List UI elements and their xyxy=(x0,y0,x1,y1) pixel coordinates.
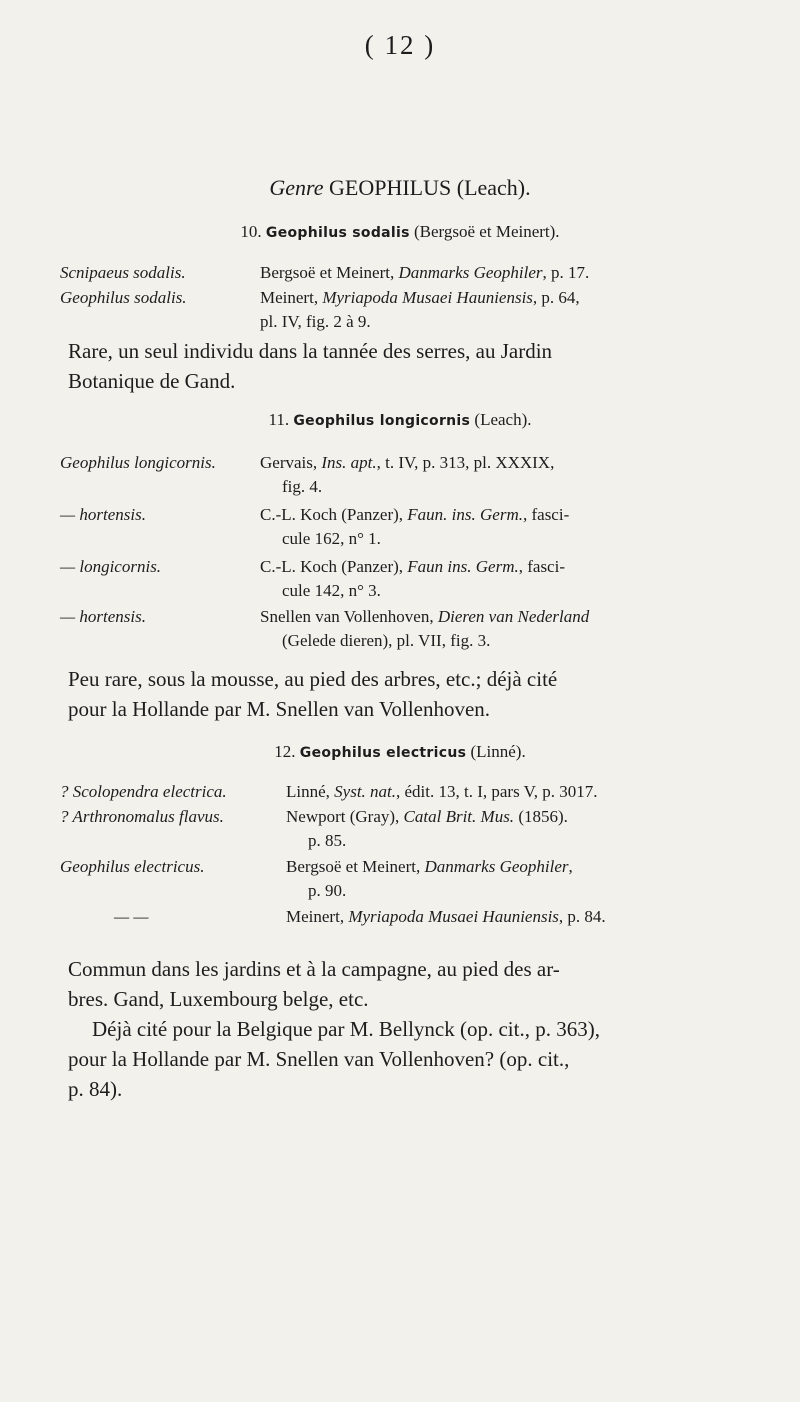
synonym-reference-continued: pl. IV, fig. 2 à 9. xyxy=(260,312,371,331)
species-remark: Rare, un seul individu dans la tannée des serres, au Jardin Botanique de Gand. xyxy=(68,339,553,393)
synonym-name: ? Arthronomalus flavus. xyxy=(60,807,224,826)
page-number: ( 12 ) xyxy=(364,30,436,60)
synonym-reference: Bergsoë et Meinert, Danmarks Geophiler, xyxy=(286,857,573,876)
species-number: 11. xyxy=(268,410,290,429)
genus-author: (Leach). xyxy=(456,175,531,200)
species-heading xyxy=(0,742,800,762)
synonym-name: Geophilus longicornis. xyxy=(60,453,216,472)
genus-heading xyxy=(0,175,800,201)
species-remark: Commun dans les jardins et à la campagne, au pied des ar- bres. Gand, Luxembourg belge, etc. Déjà cité pour la Belgique par M. Bellynck (op. cit., p. 363), pour la Hollande par M. Snellen van Vollenhoven? (op. cit., p. 84). xyxy=(68,957,600,1101)
genus-label: Genre xyxy=(269,175,324,200)
synonym-reference: Snellen van Vollenhoven, Dieren van Nederland xyxy=(260,607,590,626)
synonym-reference-continued: cule 162, n° 1. xyxy=(282,529,381,548)
species-number: 12. xyxy=(274,742,296,761)
species-author: (Bergsoë et Meinert). xyxy=(414,222,560,241)
species-author: (Leach). xyxy=(474,410,532,429)
synonym-reference: Linné, Syst. nat., édit. 13, t. I, pars V, p. 3017. xyxy=(286,782,598,801)
synonym-reference: C.-L. Koch (Panzer), Faun. ins. Germ., fasci- xyxy=(260,505,570,524)
synonym-reference-continued: cule 142, n° 3. xyxy=(282,581,381,600)
synonym-reference-continued: p. 85. xyxy=(308,831,347,850)
synonym-reference-continued: (Gelede dieren), pl. VII, fig. 3. xyxy=(282,631,491,650)
synonym-reference-continued: p. 90. xyxy=(308,881,347,900)
species-name: Geophilus electricus xyxy=(299,745,467,761)
species-name: Geophilus longicornis xyxy=(293,413,471,429)
synonym-name: — longicornis. xyxy=(60,557,162,576)
species-remark: Peu rare, sous la mousse, au pied des arbres, etc.; déjà cité pour la Hollande par M. Snellen van Vollenhoven. xyxy=(68,667,558,721)
synonym-name: Scnipaeus sodalis. xyxy=(60,263,186,282)
synonym-name: ? Scolopendra electrica. xyxy=(60,782,227,801)
species-heading xyxy=(0,410,800,430)
synonym-name: — — xyxy=(114,907,149,926)
synonym-reference: Newport (Gray), Catal Brit. Mus. (1856). xyxy=(286,807,568,826)
genus-name: GEOPHILUS xyxy=(329,175,452,200)
species-author: (Linné). xyxy=(470,742,526,761)
synonym-name: — hortensis. xyxy=(60,505,146,524)
synonym-reference: Meinert, Myriapoda Musaei Hauniensis, p. 84. xyxy=(286,907,606,926)
species-name: Geophilus sodalis xyxy=(265,225,410,241)
synonym-reference: Bergsoë et Meinert, Danmarks Geophiler, p. 17. xyxy=(260,263,590,282)
synonym-name: Geophilus electricus. xyxy=(60,857,205,876)
synonym-reference-continued: fig. 4. xyxy=(282,477,323,496)
synonym-reference: C.-L. Koch (Panzer), Faun ins. Germ., fasci- xyxy=(260,557,565,576)
synonym-reference: Meinert, Myriapoda Musaei Hauniensis, p. 64, xyxy=(260,288,580,307)
species-heading xyxy=(0,222,800,242)
synonym-reference: Gervais, Ins. apt., t. IV, p. 313, pl. XXXIX, xyxy=(260,453,555,472)
synonym-name: — hortensis. xyxy=(60,607,146,626)
species-number: 10. xyxy=(240,222,262,241)
synonym-name: Geophilus sodalis. xyxy=(60,288,187,307)
